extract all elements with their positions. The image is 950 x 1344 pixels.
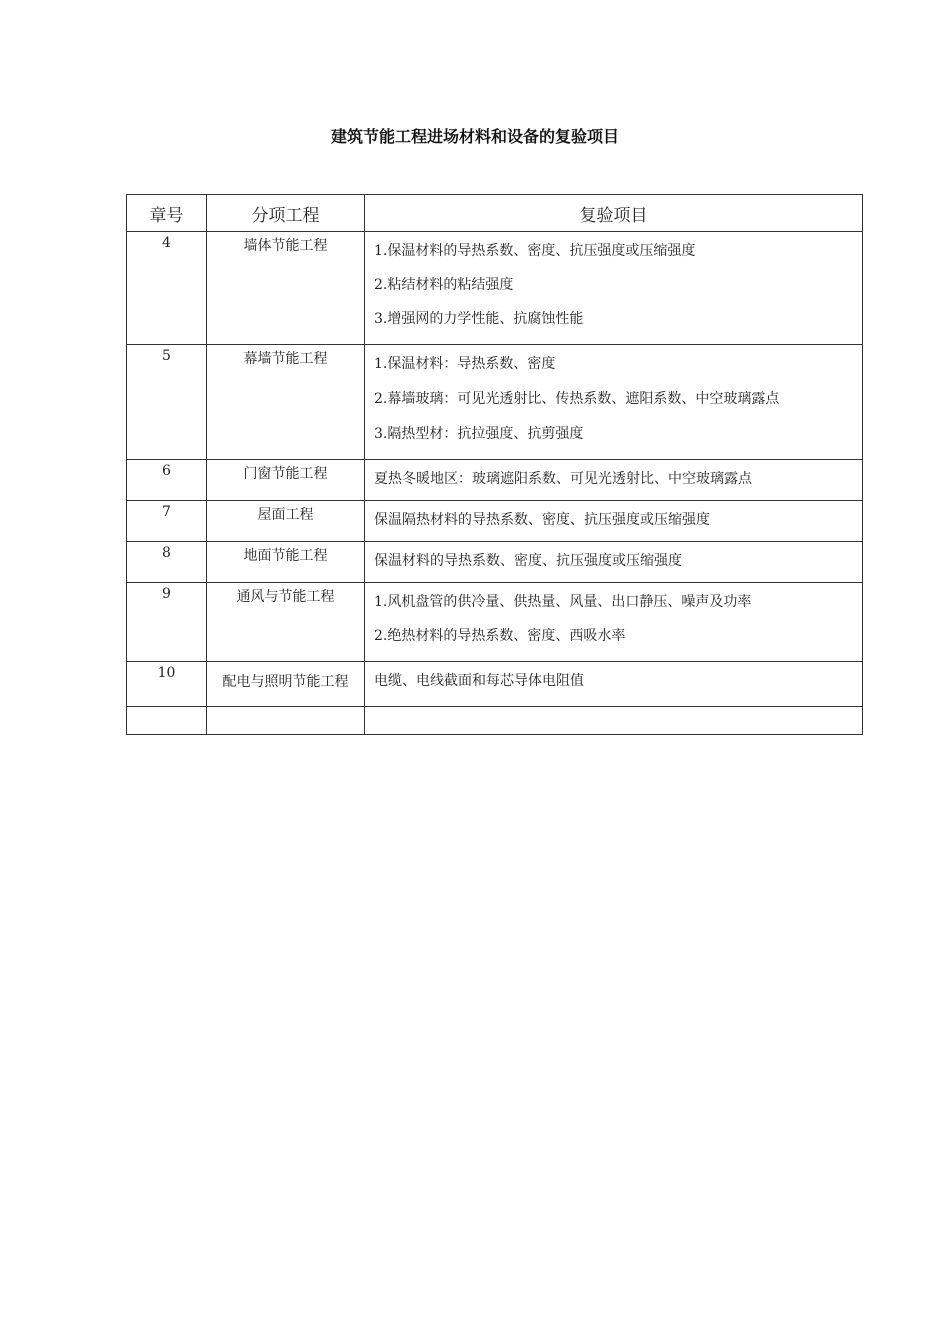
review-item: 保温材料的导热系数、密度、抗压强度或压缩强度 (374, 553, 682, 569)
chapter-cell: 9 (127, 583, 207, 662)
table-row (127, 542, 863, 583)
chapter-cell: 8 (127, 542, 207, 583)
page-title: 建筑节能工程进场材料和设备的复验项目 (330, 127, 619, 146)
review-items-cell (365, 345, 863, 460)
review-items-cell (365, 232, 863, 345)
review-item: 2.粘结材料的粘结强度 (374, 277, 514, 293)
review-item: 2.幕墙玻璃：可见光透射比、传热系数、遮阳系数、中空玻璃露点 (374, 391, 780, 407)
section-cell: 配电与照明节能工程 (207, 662, 365, 707)
review-item: 2.绝热材料的导热系数、密度、西吸水率 (374, 628, 626, 644)
section-cell: 屋面工程 (207, 501, 365, 542)
table-row (127, 583, 863, 662)
table-row (127, 501, 863, 542)
chapter-cell: 10 (127, 662, 207, 707)
header-chapter: 章号 (127, 195, 207, 232)
review-item: 保温隔热材料的导热系数、密度、抗压强度或压缩强度 (374, 512, 710, 528)
review-item: 3.隔热型材：抗拉强度、抗剪强度 (374, 426, 584, 442)
empty-cell (207, 707, 365, 735)
review-item: 夏热冬暖地区：玻璃遮阳系数、可见光透射比、中空玻璃露点 (374, 471, 752, 487)
review-item: 1.保温材料的导热系数、密度、抗压强度或压缩强度 (374, 243, 696, 259)
table-row-empty (127, 707, 863, 735)
review-items-cell (365, 583, 863, 662)
section-cell: 通风与节能工程 (207, 583, 365, 662)
chapter-cell: 7 (127, 501, 207, 542)
section-cell: 墙体节能工程 (207, 232, 365, 345)
review-item: 1.保温材料：导热系数、密度 (374, 356, 556, 372)
section-cell: 地面节能工程 (207, 542, 365, 583)
review-item: 3.增强网的力学性能、抗腐蚀性能 (374, 311, 584, 327)
empty-cell (365, 707, 863, 735)
section-cell: 门窗节能工程 (207, 460, 365, 501)
review-items-cell (365, 662, 863, 707)
chapter-cell: 5 (127, 345, 207, 460)
table-header-row (127, 195, 863, 232)
review-items-cell (365, 460, 863, 501)
table-row (127, 662, 863, 707)
table-row (127, 232, 863, 345)
section-cell: 幕墙节能工程 (207, 345, 365, 460)
header-review-items: 复验项目 (365, 195, 863, 232)
table-row (127, 345, 863, 460)
chapter-cell: 4 (127, 232, 207, 345)
review-item: 电缆、电线截面和每芯导体电阻值 (374, 673, 584, 689)
review-item: 1.风机盘管的供冷量、供热量、风量、出口静压、噪声及功率 (374, 594, 752, 610)
chapter-cell: 6 (127, 460, 207, 501)
review-items-cell (365, 542, 863, 583)
table-row (127, 460, 863, 501)
review-items-cell (365, 501, 863, 542)
empty-cell (127, 707, 207, 735)
review-items-table (126, 194, 863, 735)
header-section: 分项工程 (207, 195, 365, 232)
